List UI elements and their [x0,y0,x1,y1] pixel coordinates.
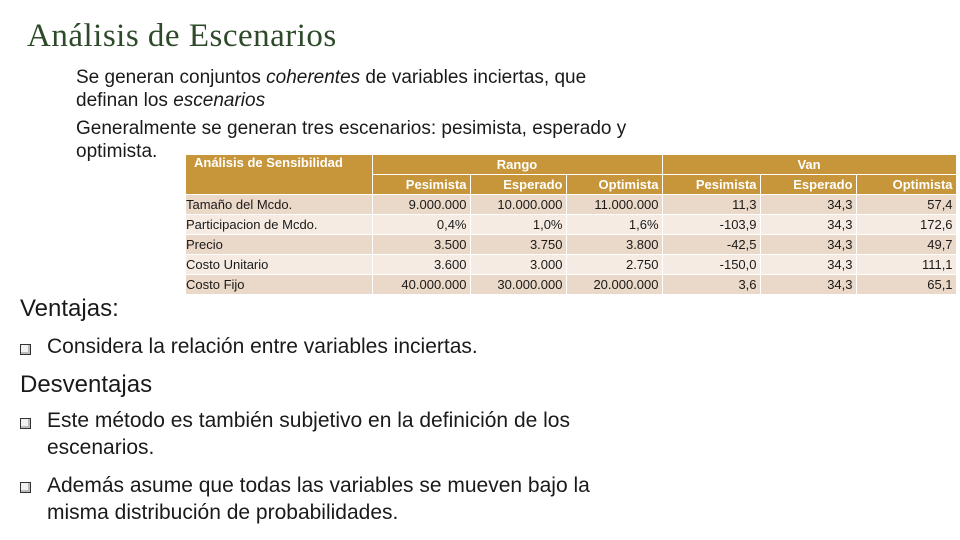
table-cell: 9.000.000 [372,195,470,215]
sensitivity-table-image [186,155,956,292]
square-bullet-icon [20,482,31,493]
table-cell: 49,7 [856,235,956,255]
table-cell: 11,3 [662,195,760,215]
intro-bullet-2: Generalmente se generan tres escenarios: pesimista, esperado y optimista. [76,118,627,162]
table-cell: 3.600 [372,255,470,275]
table-row [186,255,956,275]
row-label: Costo Fijo [186,275,372,295]
ventajas-heading: Ventajas: [20,295,119,322]
table-row [186,235,956,255]
table-cell: 34,3 [760,215,856,235]
desventaja-item: Además asume que todas las variables se mueven bajo la misma distribución de probabilidades. [47,474,590,524]
table-cell: 3.800 [566,235,662,255]
col-header: Esperado [470,175,566,195]
table-cell: 30.000.000 [470,275,566,295]
table-corner-label: Análisis de Sensibilidad [186,155,372,195]
table-cell: 34,3 [760,255,856,275]
table-cell: 34,3 [760,235,856,255]
table-cell: -150,0 [662,255,760,275]
table-cell: 10.000.000 [470,195,566,215]
table-cell: 20.000.000 [566,275,662,295]
col-header: Pesimista [662,175,760,195]
table-cell: 3.750 [470,235,566,255]
group-header-van: Van [662,155,956,175]
square-bullet-icon [20,418,31,429]
col-header: Pesimista [372,175,470,195]
table-row [186,195,956,215]
table-cell: 2.750 [566,255,662,275]
table-cell: -103,9 [662,215,760,235]
col-header: Esperado [760,175,856,195]
table-cell: 3.500 [372,235,470,255]
table-cell: 57,4 [856,195,956,215]
col-header: Optimista [566,175,662,195]
row-label: Tamaño del Mcdo. [186,195,372,215]
table-cell: 111,1 [856,255,956,275]
ventaja-item: Considera la relación entre variables inciertas. [47,335,478,358]
table-cell: 34,3 [760,275,856,295]
row-label: Costo Unitario [186,255,372,275]
row-label: Participacion de Mcdo. [186,215,372,235]
group-header-rango: Rango [372,155,662,175]
table-cell: 1,6% [566,215,662,235]
desventaja-item: Este método es también subjetivo en la definición de los escenarios. [47,409,570,459]
square-bullet-icon [20,344,31,355]
desventajas-heading: Desventajas [20,371,153,398]
col-header: Optimista [856,175,956,195]
row-label: Precio [186,235,372,255]
table-cell: 3,6 [662,275,760,295]
table-row [186,275,956,295]
table-cell: 172,6 [856,215,956,235]
table-cell: 1,0% [470,215,566,235]
table-row [186,215,956,235]
sensitivity-table [186,155,957,295]
intro-bullet-1: Se generan conjuntos coherentes de variables inciertas, que definan los escenarios [76,67,587,111]
table-cell: -42,5 [662,235,760,255]
table-cell: 11.000.000 [566,195,662,215]
table-cell: 0,4% [372,215,470,235]
table-cell: 34,3 [760,195,856,215]
intro-bullets [76,66,716,168]
table-cell: 65,1 [856,275,956,295]
slide-title: Análisis de Escenarios [27,18,337,54]
table-cell: 40.000.000 [372,275,470,295]
table-cell: 3.000 [470,255,566,275]
